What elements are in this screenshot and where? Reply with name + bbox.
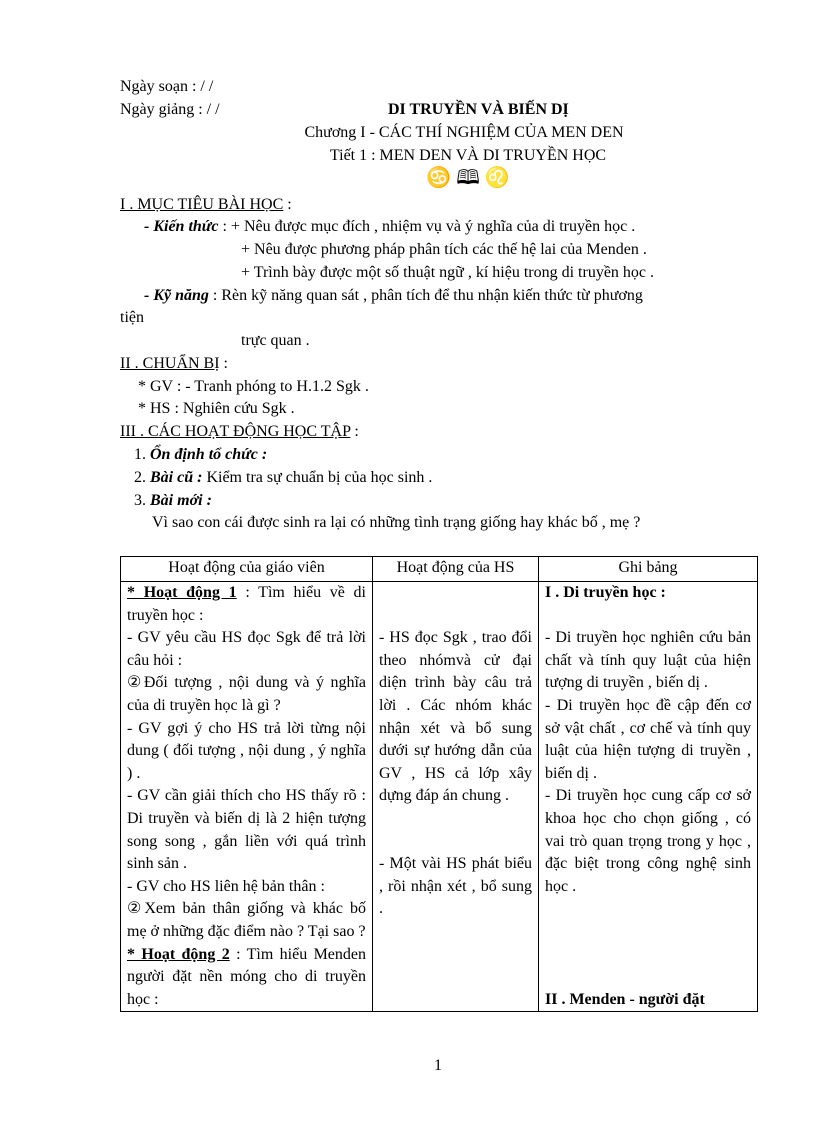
teacher-step-2: - GV gợi ý cho HS trả lời từng nội dung ( đối tượng , nội dung , ý nghĩa ) . <box>127 719 366 782</box>
teacher-question-1: ②Đối tượng , nội dung và ý nghĩa của di truyền học là gì ? <box>127 674 366 714</box>
student-activity-cell <box>373 582 539 1012</box>
activity-2-text: : Tìm hiểu Menden người đặt nền móng cho di truyền học : <box>127 945 366 1008</box>
spacer <box>545 966 751 989</box>
spacer <box>379 605 532 628</box>
step-3-number: 3. <box>134 492 150 509</box>
activity-1-label: * Hoạt động 1 <box>127 584 237 601</box>
section-2-heading-text: II . CHUẨN BỊ <box>120 355 220 372</box>
kien-thuc-text-1: : + Nêu được mục đích , nhiệm vụ và ý nghĩa của di truyền học . <box>218 218 636 235</box>
student-activity-1: - HS đọc Sgk , trao đổi theo nhómvà cử đại diện trình bày câu trả lời . Các nhóm khác nhận xét và bổ sung dưới sự hướng dẫn của GV , HS cả lớp xây dựng đáp án chung . <box>379 629 532 805</box>
lesson-table <box>120 556 758 1012</box>
table-header-row <box>121 557 758 582</box>
section-2-heading-colon: : <box>219 355 228 372</box>
student-activity-2: - Một vài HS phát biểu , rồi nhận xét , bổ sung . <box>379 855 532 918</box>
activity-2-heading <box>127 944 366 1012</box>
header-teacher-activity: Hoạt động của giáo viên <box>121 557 373 582</box>
ngay-giang: Ngày giảng : / / <box>120 101 220 118</box>
kien-thuc-label: - Kiến thức <box>144 218 219 235</box>
step-3 <box>134 490 212 512</box>
ky-nang-line-3: trực quan . <box>241 332 310 349</box>
teacher-question-2: ②Xem bản thân giống và khác bố mẹ ở những đặc điểm nào ? Tại sao ? <box>127 900 366 940</box>
section-3-heading-colon: : <box>350 423 359 440</box>
kien-thuc-line-1 <box>144 216 635 238</box>
teacher-activity-cell <box>121 582 373 1012</box>
board-notes-cell <box>539 582 758 1012</box>
board-heading-1: I . Di truyền học : <box>545 584 666 601</box>
ky-nang-label: - Kỹ năng <box>144 287 209 304</box>
section-3-heading-text: III . CÁC HOẠT ĐỘNG HỌC TẬP <box>120 423 351 440</box>
board-heading-2: II . Menden - người đặt <box>545 990 705 1008</box>
section-1-heading-colon: : <box>283 196 292 213</box>
document-title: DI TRUYỀN VÀ BIẾN DỊ <box>388 101 569 118</box>
activity-2-label: * Hoạt động 2 <box>127 945 230 963</box>
lesson-intro-question: Vì sao con cái được sinh ra lại có những tình trạng giống hay khác bố , mẹ ? <box>152 514 641 531</box>
step-1-number: 1. <box>134 446 150 463</box>
board-note-3: - Di truyền học cung cấp cơ sở khoa học cho chọn giống , có vai trò quan trọng trong y học , đặc biệt trong công nghệ sinh học . <box>545 787 751 895</box>
board-note-1: - Di truyền học nghiên cứu bản chất và tính quy luật của hiện tượng di truyền , biến dị . <box>545 629 751 692</box>
step-2 <box>134 467 432 489</box>
ky-nang-text-1: : Rèn kỹ năng quan sát , phân tích để thu nhận kiến thức từ phương <box>208 287 643 304</box>
section-3-heading <box>120 421 359 443</box>
spacer <box>379 831 532 854</box>
teacher-step-1: - GV yêu cầu HS đọc Sgk để trả lời câu hỏi : <box>127 629 366 669</box>
spacer <box>545 605 751 628</box>
activity-1-heading <box>127 582 366 627</box>
page-number: 1 <box>434 1057 442 1074</box>
spacer <box>545 898 751 921</box>
chapter-title: Chương I - CÁC THÍ NGHIỆM CỦA MEN DEN <box>304 124 624 141</box>
prep-hs: * HS : Nghiên cứu Sgk . <box>138 400 295 417</box>
ngay-soan: Ngày soạn : / / <box>120 78 214 95</box>
board-note-2: - Di truyền học đề cập đến cơ sở vật chất , cơ chế và tính quy luật của hiện tượng di truyền , biến dị . <box>545 696 751 782</box>
activity-1-text: : Tìm hiểu về di truyền học : <box>127 584 366 624</box>
section-2-heading <box>120 353 228 375</box>
step-1 <box>134 444 267 466</box>
kien-thuc-line-2: + Nêu được phương pháp phân tích các thế hệ lai của Menden . <box>241 241 647 258</box>
section-1-heading <box>120 194 292 216</box>
ky-nang-line-1 <box>144 285 643 307</box>
header-student-activity: Hoạt động của HS <box>373 557 539 582</box>
ky-nang-line-2: tiện <box>120 309 144 326</box>
header-board-notes: Ghi bảng <box>539 557 758 582</box>
step-2-number: 2. <box>134 469 150 486</box>
lesson-title: Tiết 1 : MEN DEN VÀ DI TRUYỀN HỌC <box>329 147 607 164</box>
teacher-step-3: - GV cần giải thích cho HS thấy rõ : Di truyền và biến dị là 2 hiện tượng song song , gắn liền với quá trình sinh sản . <box>127 787 366 873</box>
step-2-label: Bài cũ : <box>150 469 203 486</box>
spacer <box>545 944 751 967</box>
step-1-text: Ổn định tổ chức : <box>150 446 268 463</box>
prep-gv: * GV : - Tranh phóng to H.1.2 Sgk . <box>138 378 369 395</box>
teacher-step-4: - GV cho HS liên hệ bản thân : <box>127 877 325 895</box>
step-2-text: Kiểm tra sự chuẩn bị của học sinh . <box>202 469 433 486</box>
kien-thuc-line-3: + Trình bày được một số thuật ngữ , kí hiệu trong di truyền học . <box>241 264 655 281</box>
spacer <box>379 808 532 831</box>
table-row <box>121 582 758 1012</box>
spacer <box>379 582 532 605</box>
spacer <box>545 921 751 944</box>
section-1-heading-text: I . MỤC TIÊU BÀI HỌC <box>120 196 284 213</box>
ornament-icon: ♋ 🕮 ♌ <box>426 167 510 189</box>
step-3-text: Bài mới : <box>150 492 212 509</box>
